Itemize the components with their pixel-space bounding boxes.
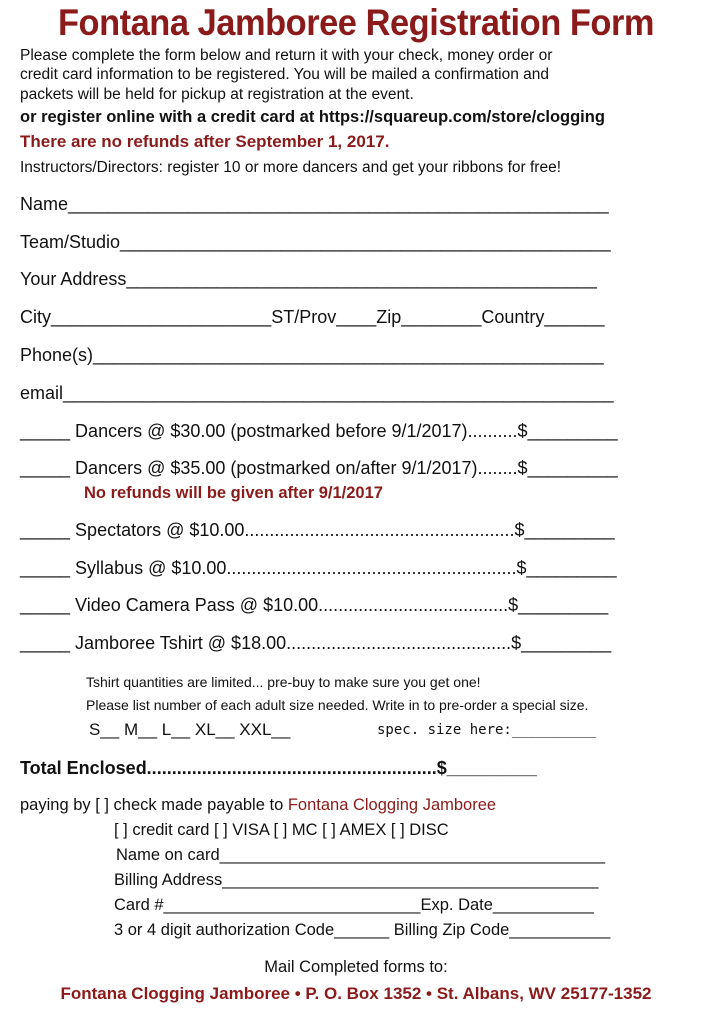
intro-line-2: credit card information to be registered. You will be mailed a confirmation and xyxy=(20,66,550,83)
card-number-exp-field[interactable]: Card #____________________________Exp. Date___________ xyxy=(114,896,594,914)
online-registration: or register online with a credit card at https://squareup.com/store/clogging xyxy=(20,108,605,126)
email-field[interactable]: email_______________________________________________________ xyxy=(20,383,614,403)
city-state-zip-country-field[interactable]: City______________________ST/Prov____Zip________Country______ xyxy=(20,307,605,327)
item-syllabus[interactable]: _____ Syllabus @ $10.00..........................................................$_________ xyxy=(20,558,617,578)
team-studio-field[interactable]: Team/Studio_________________________________________________ xyxy=(20,232,611,252)
paying-by[interactable] xyxy=(20,796,496,815)
item-jamboree-tshirt[interactable]: _____ Jamboree Tshirt @ $18.00.............................................$_________ xyxy=(20,633,612,653)
special-size-field[interactable]: spec. size here:__________ xyxy=(377,722,597,738)
phone-field[interactable]: Phone(s)___________________________________________________ xyxy=(20,345,604,365)
instructors-note: Instructors/Directors: register 10 or more dancers and get your ribbons for free! xyxy=(20,159,562,176)
refund-notice: There are no refunds after September 1, 2017. xyxy=(20,132,390,151)
auth-code-zip-field[interactable]: 3 or 4 digit authorization Code______ Billing Zip Code___________ xyxy=(114,921,611,939)
mailing-address: Fontana Clogging Jamboree • P. O. Box 1352 • St. Albans, WV 25177-1352 xyxy=(60,984,652,1003)
billing-address-field[interactable]: Billing Address_________________________________________ xyxy=(114,871,599,889)
tshirt-sizes[interactable]: S__ M__ L__ XL__ XXL__ xyxy=(89,720,291,739)
total-enclosed[interactable]: Total Enclosed..........................................................$_________ xyxy=(20,758,537,778)
address-field[interactable]: Your Address_______________________________________________ xyxy=(20,269,597,289)
item-dancers-late[interactable]: _____ Dancers @ $35.00 (postmarked on/after 9/1/2017)........$_________ xyxy=(20,458,618,478)
item-video-camera-pass[interactable]: _____ Video Camera Pass @ $10.00......................................$_________ xyxy=(20,595,609,615)
intro-line-3: packets will be held for pickup at registration at the event. xyxy=(20,86,414,103)
paying-by-check-label: paying by [ ] check made payable to xyxy=(20,796,284,814)
intro-line-1: Please complete the form below and return it with your check, money order or xyxy=(20,47,553,64)
item-dancers-early[interactable]: _____ Dancers @ $30.00 (postmarked before 9/1/2017)..........$_________ xyxy=(20,421,618,441)
name-on-card-field[interactable]: Name on card__________________________________________ xyxy=(116,846,606,864)
name-field[interactable]: Name______________________________________________________ xyxy=(20,194,609,214)
form-title: Fontana Jamboree Registration Form xyxy=(57,2,655,43)
tshirt-note-2: Please list number of each adult size needed. Write in to pre-order a special size. xyxy=(86,697,589,713)
card-type-options[interactable]: [ ] credit card [ ] VISA [ ] MC [ ] AMEX [ ] DISC xyxy=(114,821,449,839)
no-refunds-note: No refunds will be given after 9/1/2017 xyxy=(84,484,383,502)
item-spectators[interactable]: _____ Spectators @ $10.00......................................................$_________ xyxy=(20,520,615,540)
payee-name: Fontana Clogging Jamboree xyxy=(287,796,497,814)
tshirt-note-1: Tshirt quantities are limited... pre-buy to make sure you get one! xyxy=(86,674,481,690)
mail-label: Mail Completed forms to: xyxy=(264,958,448,976)
